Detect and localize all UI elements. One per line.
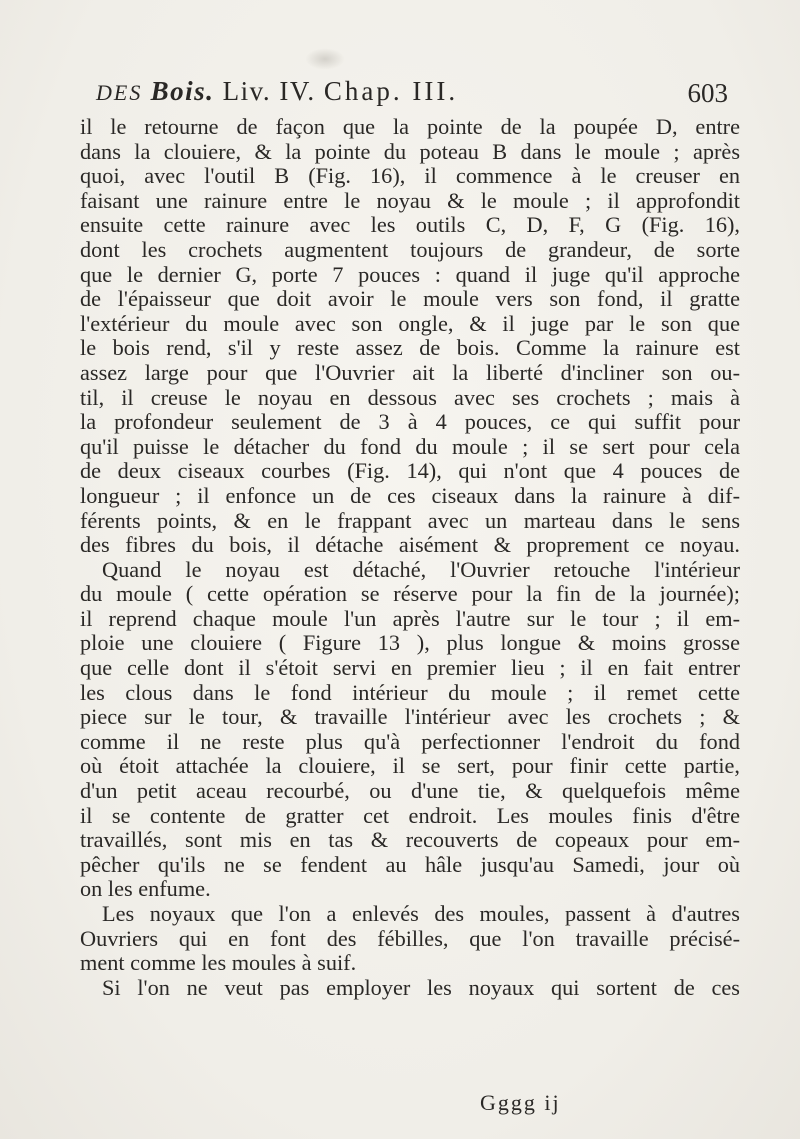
text-line: de l'épaisseur que doit avoir le moule vers son fond, il gratte	[80, 286, 740, 312]
running-title	[96, 76, 458, 107]
text-line: il reprend chaque moule l'un après l'autre sur le tour ; il em-	[80, 605, 740, 631]
text-line: l'extérieur du moule avec son ongle, & il juge par le son que	[80, 310, 740, 336]
text-line: faisant une rainure entre le noyau & le moule ; il approfondit	[80, 187, 740, 213]
text-line: dans la clouiere, & la pointe du poteau B dans le moule ; après	[80, 138, 740, 164]
text-line: Ouvriers qui en font des fébilles, que l'on travaille précisé-	[80, 925, 740, 951]
paragraph-end-line: on les enfume.	[80, 876, 211, 902]
text-line: que le dernier G, porte 7 pouces : quand il juge qu'il approche	[80, 261, 740, 287]
text-line: il le retourne de façon que la pointe de la poupée D, entre	[80, 114, 740, 139]
paragraph-start-line: Quand le noyau est détaché, l'Ouvrier retouche l'intérieur	[102, 556, 740, 582]
page-number: 603	[687, 78, 728, 108]
text-line: la profondeur seulement de 3 à 4 pouces, ce qui suffit pour	[80, 409, 740, 435]
text-line: il se contente de gratter cet endroit. Les moules finis d'être	[80, 802, 740, 828]
text-line: ploie une clouiere ( Figure 13 ), plus longue & moins grosse	[80, 630, 740, 656]
text-line: quoi, avec l'outil B (Fig. 16), il commence à le creuser en	[80, 163, 740, 189]
running-title-prefix: DES	[96, 80, 143, 105]
text-line: longueur ; il enfonce un de ces ciseaux dans la rainure à dif-	[80, 482, 740, 508]
text-line: til, il creuse le noyau en dessous avec ses crochets ; mais à	[80, 384, 740, 410]
paragraph-start-line: Si l'on ne veut pas employer les noyaux qui sortent de ces	[102, 974, 740, 1000]
text-line: travaillés, sont mis en tas & recouverts de copeaux pour em-	[80, 827, 740, 853]
text-line: où étoit attachée la clouiere, il se sert, pour finir cette partie,	[80, 753, 740, 779]
body-text	[80, 115, 740, 1000]
text-line: le bois rend, s'il y reste assez de bois. Comme la rainure est	[80, 335, 740, 361]
text-line: assez large pour que l'Ouvrier ait la liberté d'incliner son ou-	[80, 359, 740, 385]
text-line: de deux ciseaux courbes (Fig. 14), qui n'ont que 4 pouces de	[80, 458, 740, 484]
text-line: pêcher qu'ils ne se fendent au hâle jusqu'au Samedi, jour où	[80, 851, 740, 877]
ink-smudge	[305, 48, 345, 70]
text-line: férents points, & en le frappant avec un marteau dans le sens	[80, 507, 740, 533]
paragraph-start-line: Les noyaux que l'on a enlevés des moules, passent à d'autres	[102, 901, 740, 926]
text-line: dont les crochets augmentent toujours de grandeur, de sorte	[80, 236, 740, 262]
text-line: comme il ne reste plus qu'à perfectionner l'endroit du fond	[80, 728, 740, 754]
running-title-main: Bois.	[150, 76, 215, 106]
text-line: piece sur le tour, & travaille l'intérieur avec les crochets ; &	[80, 704, 740, 730]
text-line: du moule ( cette opération se réserve pour la fin de la journée);	[80, 581, 740, 607]
signature-mark: Gggg ij	[480, 1090, 561, 1115]
paragraph-end-line: ment comme les moules à suif.	[80, 950, 357, 976]
running-title-chapter: Chap. III.	[323, 76, 459, 106]
text-line: des fibres du bois, il détache aisément & proprement ce noyau.	[80, 532, 740, 558]
running-title-book: Liv. IV.	[222, 76, 316, 106]
text-line: que celle dont il s'étoit servi en premier lieu ; il en fait entrer	[80, 655, 740, 681]
running-header	[96, 76, 728, 114]
text-line: qu'il puisse le détacher du fond du moule ; il se sert pour cela	[80, 433, 740, 459]
text-line: les clous dans le fond intérieur du moule ; il remet cette	[80, 679, 740, 705]
text-line: d'un petit aceau recourbé, ou d'une tie, & quelquefois même	[80, 778, 740, 804]
text-line: ensuite cette rainure avec les outils C, D, F, G (Fig. 16),	[80, 212, 740, 238]
